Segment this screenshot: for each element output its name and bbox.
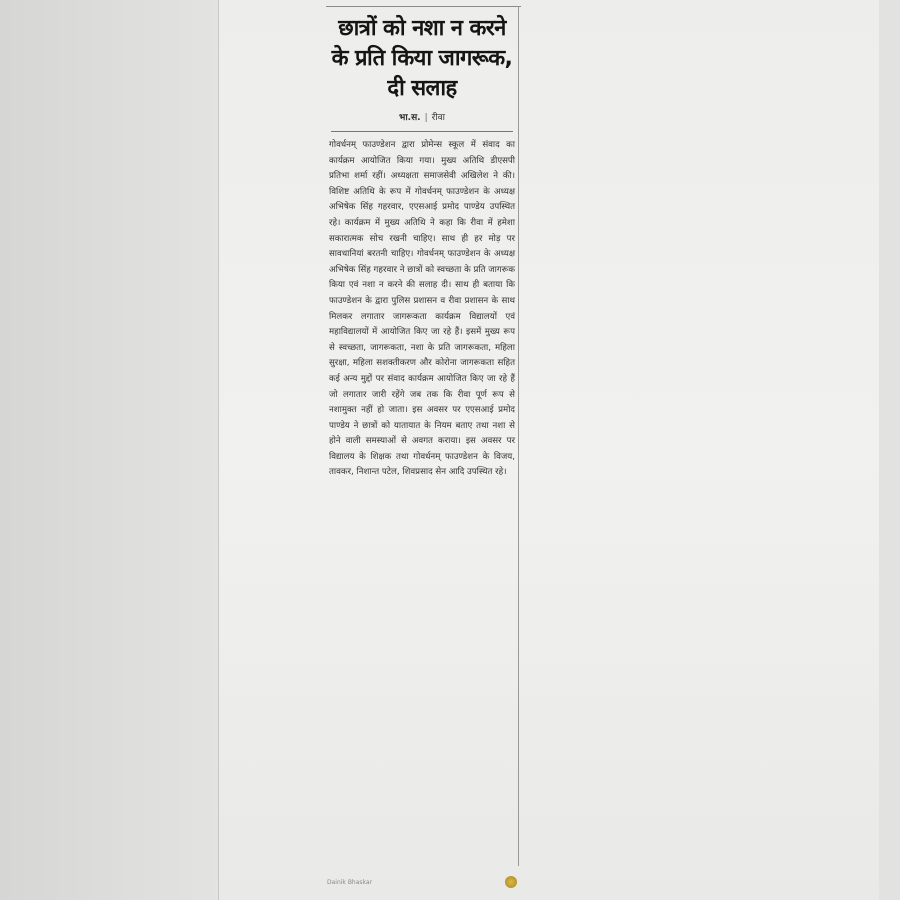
headline: छात्रों को नशा न करने के प्रति किया जागरूक, दी सलाह <box>331 16 513 101</box>
byline-separator: | <box>424 113 428 123</box>
byline-place: रीवा <box>431 113 445 123</box>
byline-source: भा.स. <box>399 113 421 123</box>
headline-divider <box>331 131 513 132</box>
clipping-footer <box>327 872 517 892</box>
byline <box>327 110 517 123</box>
newspaper-page <box>218 0 879 900</box>
news-clipping <box>327 14 517 894</box>
clipping-side-rule <box>518 6 519 866</box>
clipping-top-rule <box>326 6 521 7</box>
footer-text: Dainik Bhaskar <box>327 878 373 886</box>
article-body: गोवर्धनम् फाउण्डेशन द्वारा प्रोमेन्स स्कूल में संवाद का कार्यक्रम आयोजित किया गया। मुख्य अतिथि डीएसपी प्रतिभा शर्मा रहीं। अध्यक्षता समाजसेवी अखिलेश ने की। विशिष्ट अतिथि के रूप में गोवर्धनम् फाउण्डेशन के अध्यक्ष अभिषेक सिंह गहरवार, एएसआई प्रमोद पाण्डेय उपस्थित रहे। कार्यक्रम में मुख्य अतिथि ने कहा कि रीवा में हमेशा सकारात्मक सोच रखनी चाहिए। साथ ही हर मोड़ पर सावधानियां बरतनी चाहिए। गोवर्धनम् फाउण्डेशन के अध्यक्ष अभिषेक सिंह गहरवार ने छात्रों को स्वच्छता के प्रति जागरूक किया एवं नशा न करने की सलाह दी। साथ ही बताया कि फाउण्डेशन के द्वारा पुलिस प्रशासन व रीवा प्रशासन के साथ मिलकर लगातार जागरूकता कार्यक्रम विद्यालयों एवं महाविद्यालयों में आयोजित किए जा रहे हैं। इसमें मुख्य रूप से स्वच्छता, जागरूकता, नशा के प्रति जागरूकता, महिला सुरक्षा, महिला सशक्तीकरण और कोरोना जागरूकता सहित कई अन्य मुद्दों पर संवाद कार्यक्रम आयोजित किए जा रहे हैं जो लगातार जारी रहेंगे जब तक कि रीवा पूर्ण रूप से नशामुक्त नहीं हो जाता। इस अवसर पर एएसआई प्रमोद पाण्डेय ने छात्रों को यातायात के नियम बताए तथा नशा से होने वाली समस्याओं से अवगत कराया। इस अवसर पर विद्यालय के शिक्षक तथा गोवर्धनम् फाउण्डेशन के विजय, तावकर, निशान्त पटेल, शिवप्रसाद सेन आदि उपस्थित रहे। <box>329 140 515 478</box>
newspaper-logo-icon <box>505 876 517 888</box>
